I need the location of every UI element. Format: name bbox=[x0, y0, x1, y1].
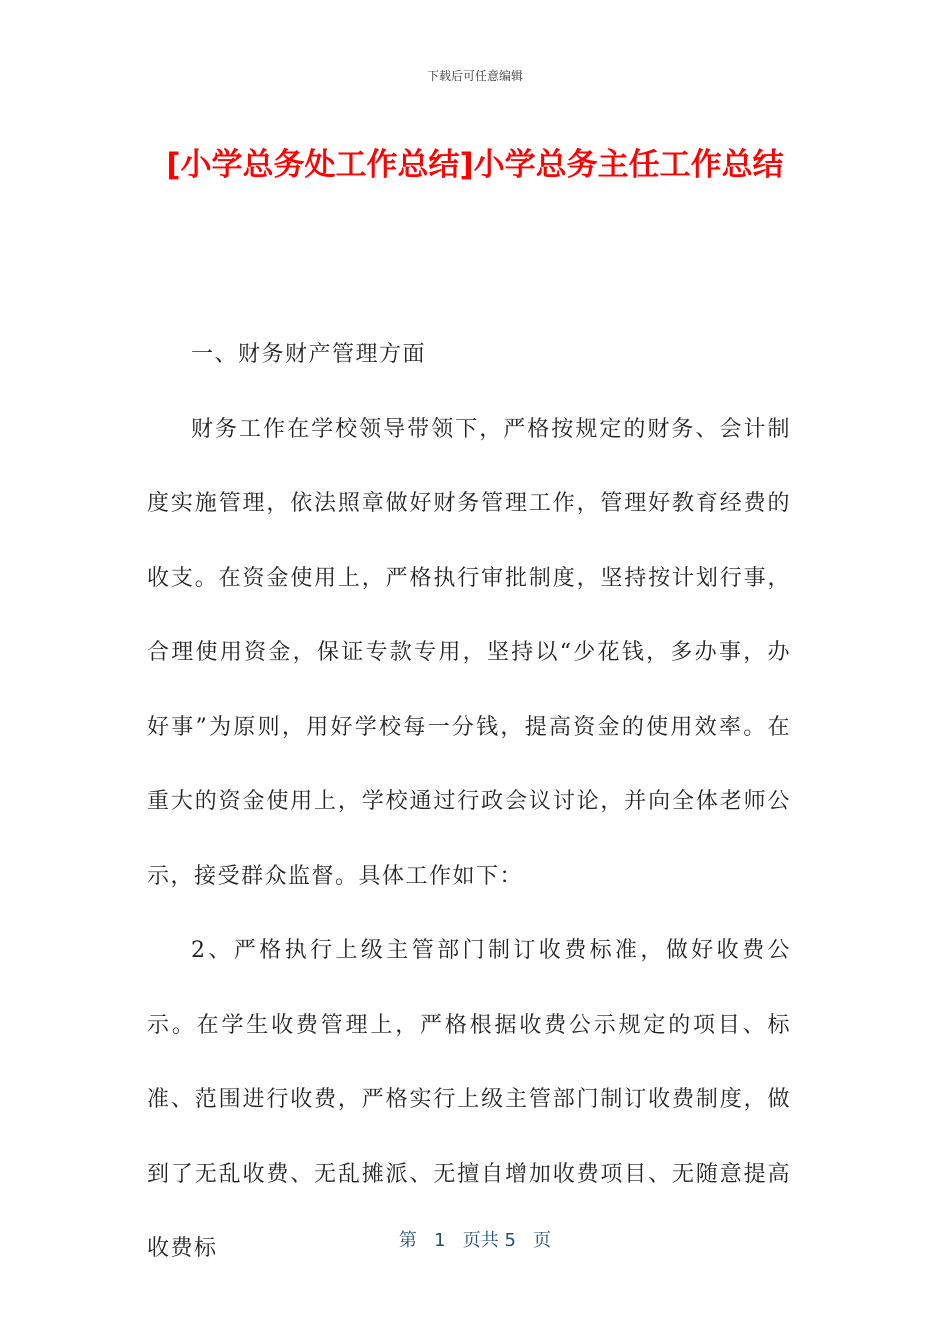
footer-middle: 页共 bbox=[462, 1230, 499, 1251]
page-footer bbox=[0, 1226, 950, 1252]
page-header-note: 下载后可任意编辑 bbox=[426, 69, 523, 83]
footer-prefix: 第 bbox=[398, 1230, 417, 1251]
footer-total-pages: 5 bbox=[504, 1230, 516, 1251]
document-body bbox=[147, 318, 791, 1287]
document-title: [小学总务处工作总结]小学总务主任工作总结 bbox=[166, 147, 784, 183]
paragraph-fee-standards: 2、严格执行上级主管部门制订收费标准，做好收费公示。在学生收费管理上，严格根据收费公示规定的项目、标准、范围进行收费，严格实行上级主管部门制订收费制度，做到了无乱收费、无乱摊派、无擅自增加收费项目、无随意提高收费标 bbox=[147, 938, 791, 1261]
footer-current-page: 1 bbox=[434, 1230, 446, 1251]
footer-suffix: 页 bbox=[533, 1230, 552, 1251]
section-heading-finance: 一、财务财产管理方面 bbox=[191, 342, 427, 367]
paragraph-finance-work: 财务工作在学校领导带领下，严格按规定的财务、会计制度实施管理，依法照章做好财务管理工作，管理好教育经费的收支。在资金使用上，严格执行审批制度，坚持按计划行事，合理使用资金，保证专款专用，坚持以“少花钱，多办事，办好事”为原则，用好学校每一分钱，提高资金的使用效率。在重大的资金使用上，学校通过行政会议讨论，并向全体老师公示，接受群众监督。具体工作如下： bbox=[147, 416, 791, 889]
